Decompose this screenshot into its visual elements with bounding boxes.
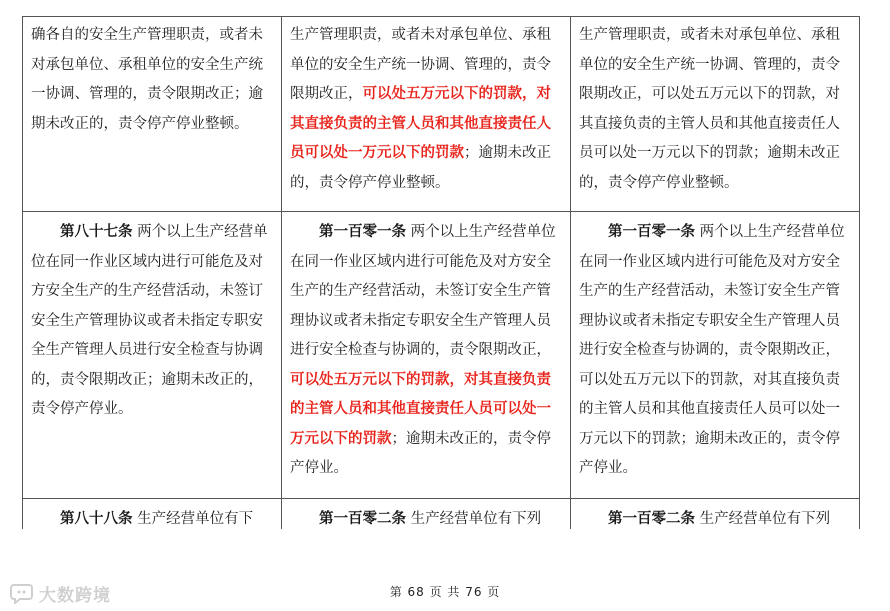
article-text: 两个以上生产经营单位在同一作业区域内进行可能危及对方安全生产的生产经营活动，未签订安全生产管理协议或者未指定专职安全生产管理人员进行安全检查与协调的，责令限期改正，	[290, 224, 556, 358]
article-number: 第一百零二条	[608, 511, 695, 527]
article-number: 第八十八条	[60, 511, 133, 527]
article-text: 两个以上生产经营单位在同一作业区域内进行可能危及对方安全生产的生产经营活动，未签订安全生产管理协议或者未指定专职安全生产管理人员进行安全检查与协调的，责令限期改正，可以处五万元以下的罚款，对其直接负责的主管人员和其他直接责任人员可以处一万元以下的罚款；逾期未改正的，责令停产停业。	[579, 224, 845, 476]
cell-final-article-101	[571, 218, 859, 484]
article-text: ；逾期未改正的，责令停产停业整顿。	[290, 145, 551, 191]
article-text: 生产经营单位有下列	[695, 511, 831, 527]
cell-draft-article-102	[282, 505, 570, 535]
article-text: 生产管理职责，或者未对承包单位、承租单位的安全生产统一协调、管理的，责令限期改正，	[290, 27, 551, 102]
article-text: 生产经营单位有下列	[406, 511, 542, 527]
revised-penalty-text: 可以处五万元以下的罚款，对其直接负责的主管人员和其他直接责任人员可以处一万元以下的罚款	[290, 371, 551, 447]
watermark-text: 大数跨境	[39, 585, 111, 606]
chat-bubble-logo-icon	[10, 582, 36, 604]
article-number: 第一百零二条	[319, 511, 406, 527]
law-comparison-table	[22, 16, 860, 529]
article-text: 确各自的安全生产管理职责，或者未对承包单位、承租单位的安全生产统一协调、管理的，责令限期改正；逾期未改正的，责令停产停业整顿。	[31, 27, 263, 132]
article-number: 第一百零一条	[608, 224, 695, 240]
article-number: 第一百零一条	[319, 224, 406, 240]
article-text: ；逾期未改正的，责令停产停业。	[290, 430, 551, 476]
revised-penalty-text: 可以处五万元以下的罚款，对其直接负责的主管人员和其他直接责任人员可以处一万元以下的罚款	[290, 86, 551, 161]
cell-final-article-100-tail	[571, 21, 859, 198]
watermark-logo	[10, 580, 111, 606]
cell-original-article-86-tail	[23, 21, 281, 139]
article-number: 第八十七条	[60, 224, 133, 240]
column-final-law	[571, 17, 859, 529]
page-number: 第 68 页 共 76 页	[389, 585, 501, 599]
cell-original-article-88	[23, 505, 281, 535]
cell-original-article-87	[23, 218, 281, 425]
column-revised-draft	[282, 17, 570, 529]
column-original-law	[23, 17, 281, 529]
article-text: 两个以上生产经营单位在同一作业区域内进行可能危及对方安全生产的生产经营活动，未签订安全生产管理协议或者未指定专职安全生产管理人员进行安全检查与协调的，责令限期改正；逾期未改正的，责令停产停业。	[31, 224, 268, 417]
article-text: 生产管理职责，或者未对承包单位、承租单位的安全生产统一协调、管理的，责令限期改正，可以处五万元以下的罚款，对其直接负责的主管人员和其他直接责任人员可以处一万元以下的罚款；逾期未改正的，责令停产停业整顿。	[579, 27, 840, 191]
cell-final-article-102	[571, 505, 859, 535]
article-text: 生产经营单位有下	[132, 511, 254, 527]
cell-draft-article-101	[282, 218, 570, 484]
cell-draft-article-100-tail	[282, 21, 570, 198]
